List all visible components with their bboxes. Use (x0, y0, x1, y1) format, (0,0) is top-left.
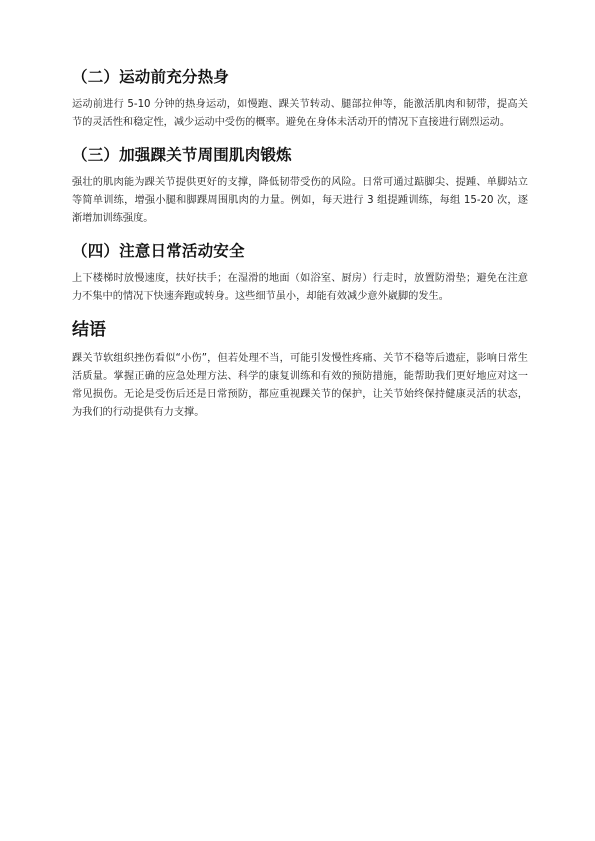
section-body-daily-safety: 上下楼梯时放慢速度，扶好扶手；在湿滑的地面（如浴室、厨房）行走时，放置防滑垫；避免在注意力不集中的情况下快速奔跑或转身。这些细节虽小，却能有效减少意外崴脚的发生。 (72, 273, 528, 302)
section-heading-daily-safety: （四）注意日常活动安全 (72, 242, 245, 260)
section-body-warmup: 运动前进行 5-10 分钟的热身运动，如慢跑、踝关节转动、腿部拉伸等，能激活肌肉和韧带，提高关节的灵活性和稳定性，减少运动中受伤的概率。避免在身体未活动开的情况下直接进行剧烈运动。 (72, 99, 528, 128)
section-heading-muscle-training: （三）加强踝关节周围肌肉锻炼 (72, 146, 292, 164)
conclusion-body: 踝关节软组织挫伤看似“小伤”，但若处理不当，可能引发慢性疼痛、关节不稳等后遗症，影响日常生活质量。掌握正确的应急处理方法、科学的康复训练和有效的预防措施，能帮助我们更好地应对这一常见损伤。无论是受伤后还是日常预防，都应重视踝关节的保护，让关节始终保持健康灵活的状态，为我们的行动提供有力支撑。 (72, 353, 528, 418)
section-warmup (72, 66, 528, 132)
section-heading-warmup: （二）运动前充分热身 (72, 68, 230, 86)
conclusion-heading: 结语 (72, 320, 106, 340)
section-conclusion (72, 318, 528, 422)
document-page (72, 66, 528, 434)
section-body-muscle-training: 强壮的肌肉能为踝关节提供更好的支撑，降低韧带受伤的风险。日常可通过踮脚尖、提踵、单脚站立等简单训练，增强小腿和脚踝周围肌肉的力量。例如，每天进行 3 组提踵训练，每组 15-20 次，逐渐增加训练强度。 (72, 177, 528, 224)
section-muscle-training (72, 144, 528, 228)
section-daily-safety (72, 240, 528, 306)
